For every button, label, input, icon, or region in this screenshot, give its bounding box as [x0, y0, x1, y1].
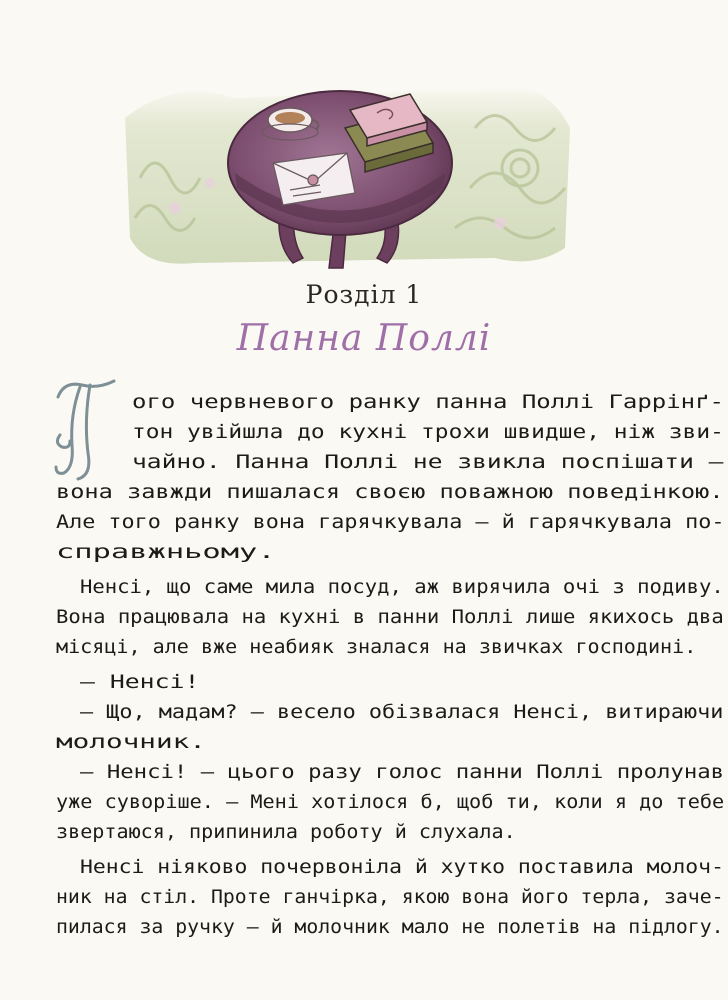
text-line: справжньому. — [56, 541, 276, 563]
text-line: звертаюся, припинила роботу й слухала. — [56, 821, 516, 843]
text-line: ник на стіл. Проте ганчірка, якою вона його терла, заче- — [56, 886, 724, 908]
text-line: молочник. — [56, 731, 206, 753]
text-line: тон увійшла до кухні трохи швидше, ніж зви- — [132, 421, 724, 443]
text-line: уже суворіше. — Мені хотілося б, щоб ти, коли я до тебе — [56, 791, 725, 813]
text-line: чайно. Панна Поллі не звикла поспішати — — [132, 451, 724, 473]
text-line: Ненсі ніяково почервоніла й хутко поставила молоч- — [80, 856, 724, 878]
text-line: Але того ранку вона гарячкувала — й гарячкувала по- — [56, 511, 725, 533]
text-line: вона завжди пишалася своєю поважною поведінкою. — [56, 481, 724, 503]
text-line: — Ненсі! — цього разу голос панни Поллі пролунав — [80, 761, 725, 783]
chapter-label: Розділ 1 — [305, 280, 423, 309]
text-line: — Що, мадам? — весело обізвалася Ненсі, витираючи — [80, 701, 724, 723]
text-line: місяці, але вже неабияк зналася на звичках господині. — [56, 636, 697, 658]
text-line: ого червневого ранку панна Поллі Гаррінґ- — [132, 391, 724, 413]
drop-cap-letter — [50, 375, 120, 485]
table-illustration — [115, 58, 575, 273]
text-line: Ненсі, що саме мила посуд, аж вирячила очі з подиву. — [80, 576, 724, 598]
chapter-title: Панна Поллі — [236, 318, 492, 359]
text-line: Вона працювала на кухні в панни Поллі лише якихось два — [56, 606, 724, 628]
text-line: — Ненсі! — [80, 671, 200, 693]
drop-cap-text: Т — [50, 375, 51, 376]
text-line: пилася за ручку — й молочник мало не полетів на підлогу. — [56, 916, 724, 938]
